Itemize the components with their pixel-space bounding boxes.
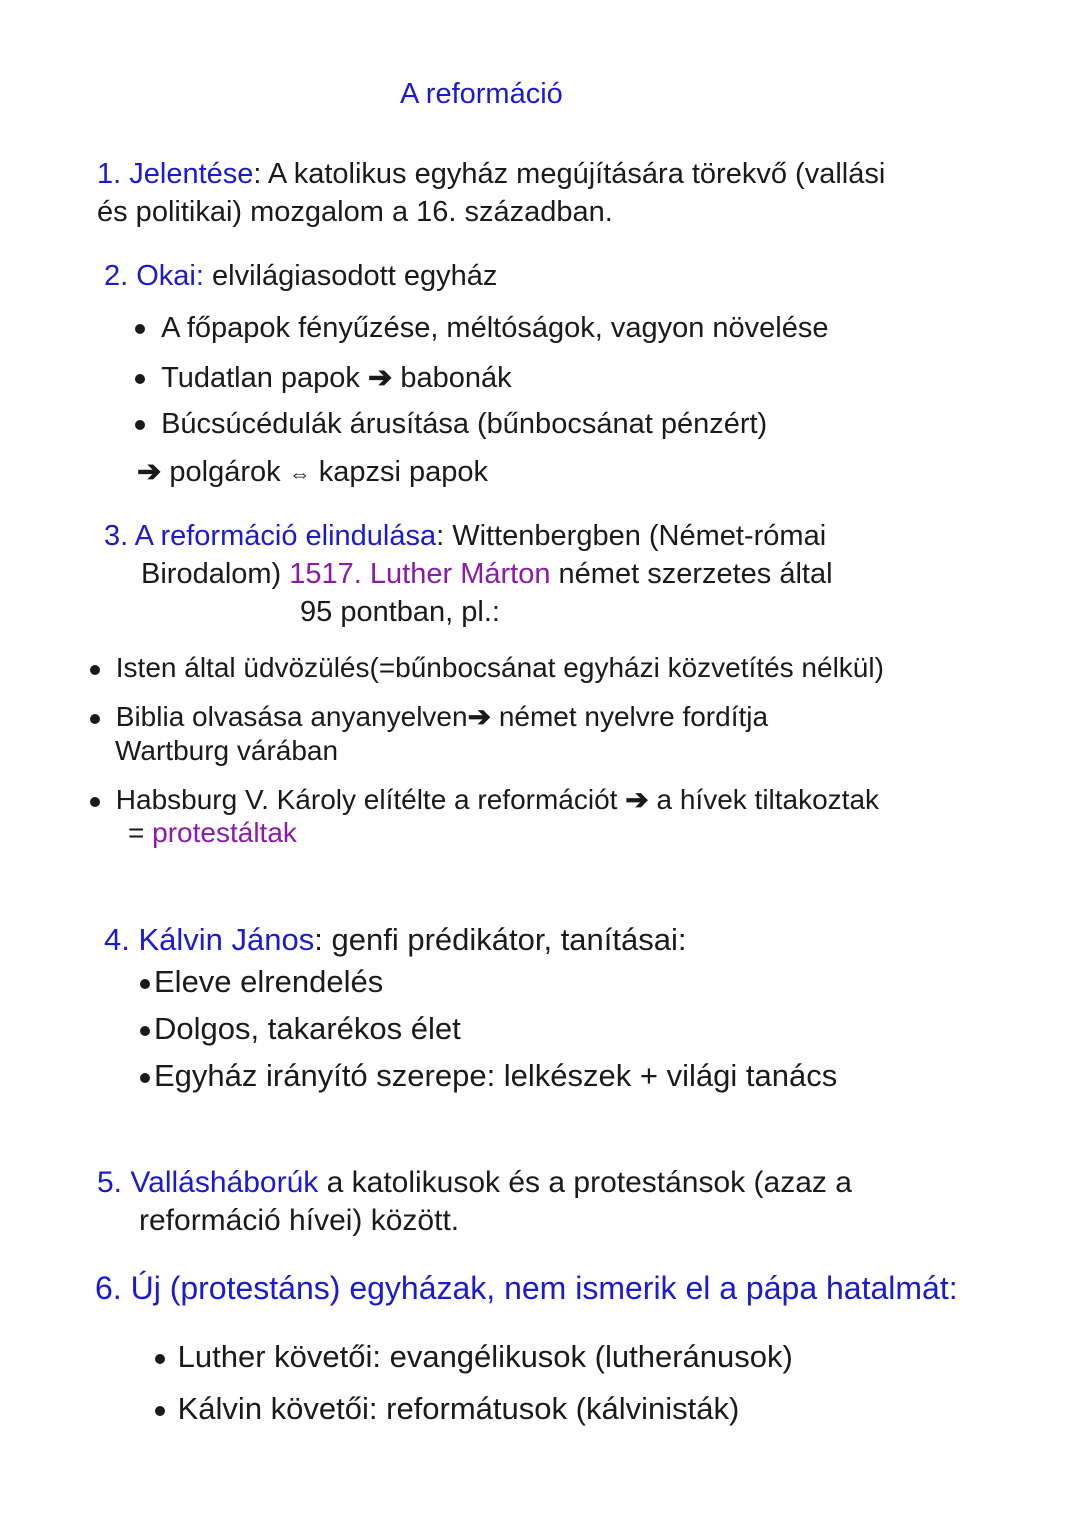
list-item-text: Isten által üdvözülés(=bűnbocsánat egyházi közvetítés nélkül) (115, 652, 884, 683)
bullet-icon (155, 1354, 165, 1364)
list-item-text: a hívek tiltakoztak (656, 784, 880, 815)
section-2-heading-line (104, 260, 497, 293)
section-1-line-1 (97, 158, 885, 191)
list-item (135, 312, 829, 345)
list-item-text: Búcsúcédulák árusítása (bűnbocsánat pénzért) (161, 408, 768, 440)
list-item (140, 1058, 837, 1094)
bullet-icon (135, 374, 145, 384)
arrow-right-icon: ➔ (137, 456, 162, 488)
year-1517: 1517. (289, 558, 362, 590)
section-3-text: : Wittenbergben (Német-római (436, 520, 827, 552)
section-2-colon: : (195, 260, 204, 292)
bullet-icon (135, 324, 145, 334)
list-item-text: Biblia olvasása anyanyelven (115, 701, 468, 732)
section-4-number: 4. (104, 922, 130, 957)
section-5-number: 5. (97, 1166, 123, 1199)
list-item-continuation: Wartburg várában (115, 735, 339, 766)
section-3-number: 3. (104, 520, 129, 552)
list-item-text: Habsburg V. Károly elítélte a reformációt (115, 784, 618, 815)
list-item (140, 964, 383, 1000)
section-5-line-2: reformáció hívei) között. (139, 1204, 460, 1237)
section-2-intro: elvilágiasodott egyház (212, 260, 498, 292)
list-item-text: Tudatlan papok (161, 362, 360, 394)
bullet-icon (90, 665, 100, 675)
section-3-text: Birodalom) (141, 558, 282, 590)
conflict-right: kapzsi papok (318, 456, 489, 488)
list-item (135, 360, 512, 395)
conflict-left: polgárok (169, 456, 281, 488)
section-5-heading: Vallásháborúk (130, 1166, 319, 1199)
section-1-text: : A katolikus egyház megújítására törekvő (vallási (253, 158, 886, 190)
list-item-continuation (128, 817, 297, 849)
section-1-heading: Jelentése (129, 158, 254, 190)
section-4-heading: Kálvin János (138, 922, 315, 957)
list-item (155, 1391, 739, 1427)
conflict-line (137, 454, 488, 489)
list-item-text: Luther követői: evangélikusok (lutheránusok) (177, 1339, 793, 1374)
section-3-line-2 (141, 558, 833, 591)
bullet-icon (140, 1073, 150, 1083)
list-item-text: Egyház irányító szerepe: lelkészek + világi tanács (154, 1058, 838, 1093)
section-4-text: : genfi prédikátor, tanításai: (314, 922, 687, 957)
arrow-right-icon: ➔ (467, 701, 492, 732)
double-arrow-icon: ⇔ (288, 461, 311, 486)
section-6-heading: 6. Új (protestáns) egyházak, nem ismerik el a pápa hatalmát: (95, 1270, 958, 1306)
section-3-heading: A reformáció elindulása (134, 520, 437, 552)
section-3-line-1 (104, 520, 826, 553)
list-item-text: Eleve elrendelés (154, 964, 384, 999)
list-item (90, 652, 884, 684)
bullet-icon (135, 420, 145, 430)
section-2-number: 2. (104, 260, 129, 292)
section-2-heading: Okai (136, 260, 196, 292)
section-3-line-3: 95 pontban, pl.: (300, 596, 500, 628)
section-4-heading-line (104, 922, 687, 958)
term-protestaltak: protestáltak (152, 817, 297, 848)
list-item (135, 408, 767, 441)
section-5-text: a katolikusok és a protestánsok (azaz a (318, 1166, 852, 1199)
section-5-line-1 (97, 1166, 852, 1200)
list-item (90, 783, 879, 816)
person-luther: Luther Márton (369, 558, 551, 590)
list-item (155, 1339, 793, 1375)
list-item-text: Dolgos, takarékos élet (154, 1011, 461, 1046)
arrow-right-icon: ➔ (625, 784, 649, 815)
section-1-line-2: és politikai) mozgalom a 16. században. (97, 196, 613, 228)
list-item-text: német nyelvre fordítja (498, 701, 769, 732)
bullet-icon (90, 797, 100, 807)
section-3-text: német szerzetes által (558, 558, 833, 590)
arrow-right-icon: ➔ (367, 362, 393, 394)
bullet-icon (140, 1026, 150, 1036)
bullet-icon (155, 1406, 165, 1416)
list-item-result: babonák (400, 362, 512, 394)
bullet-icon (90, 714, 100, 724)
bullet-icon (140, 979, 150, 989)
equals-sign: = (128, 817, 145, 848)
list-item-text: A főpapok fényűzése, méltóságok, vagyon növelése (161, 312, 829, 344)
section-1-number: 1. (97, 158, 122, 190)
page-title: A reformáció (400, 78, 563, 110)
list-item-text: Kálvin követői: reformátusok (kálvinisták) (177, 1391, 740, 1426)
list-item (90, 700, 768, 733)
list-item (140, 1011, 461, 1047)
